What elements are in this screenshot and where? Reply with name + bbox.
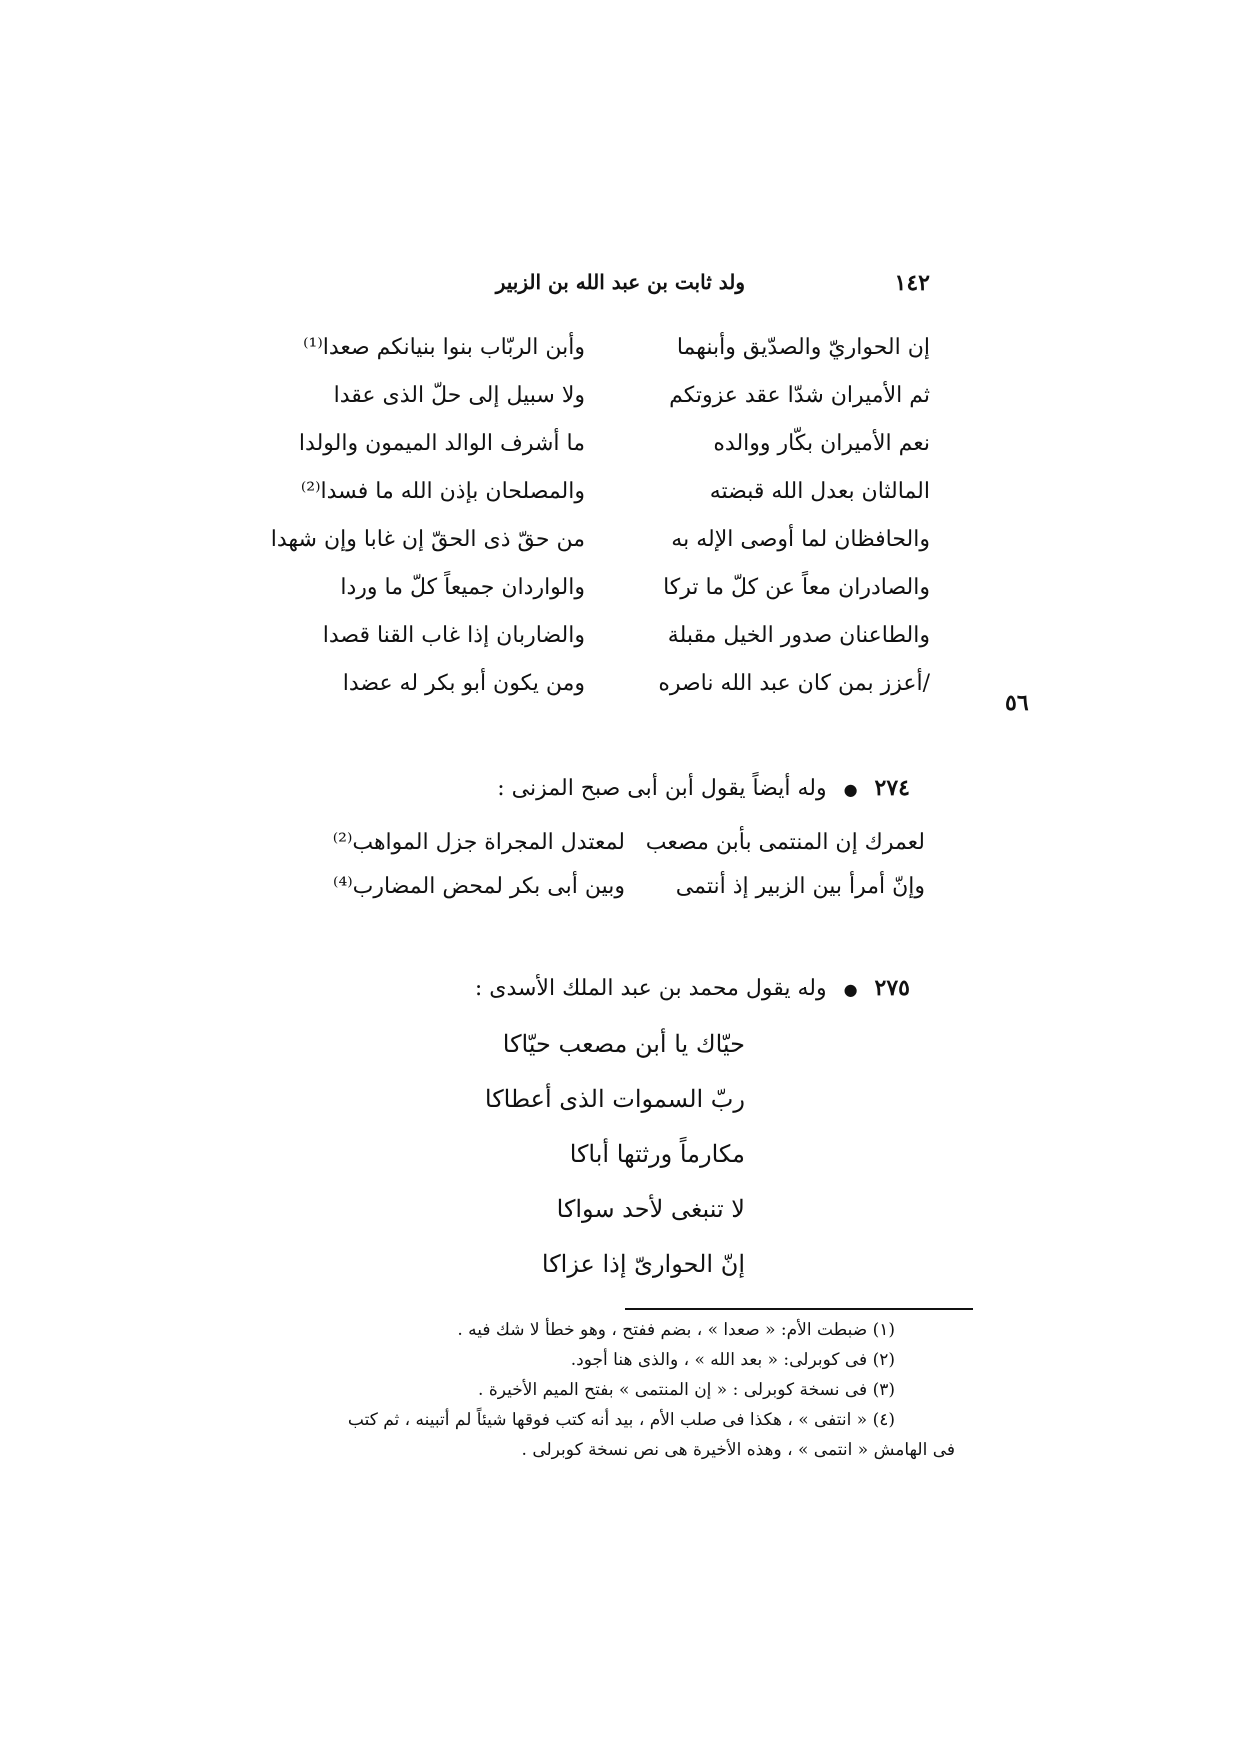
- verse-first-hemistich: ثم الأميران شدّا عقد عزوتكم: [669, 383, 930, 408]
- verse-first-hemistich: نعم الأميران بكّار ووالده: [713, 431, 930, 456]
- footnote: (٤) « انتفى » ، هكذا فى صلب الأم ، بيد أنه كتب فوقها شيئاً لم أتبينه ، ثم كتب: [347, 1410, 895, 1430]
- section-heading-text: وله يقول محمد بن عبد الملك الأسدى :: [474, 976, 827, 1001]
- verse-row: [230, 671, 930, 719]
- verse-second-hemistich: ما أشرف الوالد الميمون والولدا: [298, 431, 585, 456]
- verse-row: [270, 830, 925, 874]
- footnote: (٣) فى نسخة كوبرلى : « إن المنتمى » بفتح الميم الأخيرة .: [478, 1380, 895, 1400]
- verse-row: [270, 874, 925, 918]
- verse-first-hemistich: والحافظان لما أوصى الإله به: [671, 527, 930, 552]
- running-head: [230, 270, 930, 310]
- margin-page-number: ٥٦: [1005, 690, 1029, 716]
- footnote-continuation: فى الهامش « انتمى » ، وهذه الأخيرة هى نص نسخة كوبرلى .: [521, 1440, 955, 1460]
- poem-line: ربّ السموات الذى أعطاكا: [484, 1085, 745, 1113]
- verse-second-hemistich: وأبن الربّاب بنوا بنيانكم صعدا⁽¹⁾: [303, 335, 585, 360]
- verse-row: [230, 431, 930, 479]
- verse-second-hemistich: ومن يكون أبو بكر له عضدا: [342, 671, 585, 696]
- verse-first-hemistich: والصادران معاً عن كلّ ما تركا: [663, 575, 930, 600]
- section-number: ٢٧٥: [874, 975, 910, 1001]
- page-number: ١٤٢: [894, 270, 930, 296]
- section-heading-text: وله أيضاً يقول أبن أبى صبح المزنى :: [497, 776, 827, 801]
- footnote: (٢) فى كوبرلى: « بعد الله » ، والذى هنا أجود.: [570, 1350, 895, 1370]
- poem-line: مكارماً ورثتها أباكا: [569, 1140, 745, 1168]
- verse-row: [230, 479, 930, 527]
- footnote-divider: [625, 1308, 973, 1310]
- running-title: ولد ثابت بن عبد الله بن الزبير: [495, 270, 745, 294]
- footnotes: [270, 1320, 955, 1470]
- bullet-icon: ●: [843, 980, 858, 999]
- verse-first-hemistich: لعمرك إن المنتمى بأبن مصعب: [645, 830, 925, 855]
- verse-row: [230, 527, 930, 575]
- verse-second-hemistich: والضاربان إذا غاب القنا قصدا: [322, 623, 585, 648]
- verse-first-hemistich: وإنّ أمرأ بين الزبير إذ أنتمى: [675, 874, 925, 899]
- verse-second-hemistich: لمعتدل المجراة جزل المواهب⁽²⁾: [332, 830, 625, 855]
- section-heading-274: [497, 775, 910, 801]
- poem-line: إنّ الحوارىّ إذا عزاكا: [541, 1250, 745, 1278]
- poem-line: لا تنبغى لأحد سواكا: [556, 1195, 745, 1223]
- verse-row: [230, 335, 930, 383]
- section-heading-275: [475, 975, 910, 1001]
- verse-row: [230, 575, 930, 623]
- footnote: (١) ضبطت الأم: « صعدا » ، بضم ففتح ، وهو خطأ لا شك فيه .: [457, 1320, 895, 1340]
- verse-second-hemistich: والمصلحان بإذن الله ما فسدا⁽²⁾: [300, 479, 585, 504]
- section-number: ٢٧٤: [874, 775, 910, 801]
- verse-first-hemistich: /أعزز بمن كان عبد الله ناصره: [658, 671, 930, 696]
- poem-line: حيّاك يا أبن مصعب حيّاكا: [502, 1030, 745, 1058]
- verse-first-hemistich: والطاعنان صدور الخيل مقبلة: [667, 623, 930, 648]
- verse-row: [230, 623, 930, 671]
- bullet-icon: ●: [843, 780, 858, 799]
- verse-first-hemistich: المالثان بعدل الله قبضته: [709, 479, 930, 504]
- verse-second-hemistich: من حقّ ذى الحقّ إن غابا وإن شهدا: [270, 527, 585, 552]
- verse-first-hemistich: إن الحواريّ والصدّيق وأبنهما: [676, 335, 930, 360]
- verse-second-hemistich: ولا سبيل إلى حلّ الذى عقدا: [333, 383, 585, 408]
- poem-2: [270, 830, 925, 918]
- verse-row: [230, 383, 930, 431]
- verse-second-hemistich: والواردان جميعاً كلّ ما وردا: [340, 575, 585, 600]
- verse-second-hemistich: وبين أبى بكر لمحض المضارب⁽⁴⁾: [333, 874, 625, 899]
- poem-1: [230, 335, 930, 719]
- poem-3: [485, 1030, 745, 1305]
